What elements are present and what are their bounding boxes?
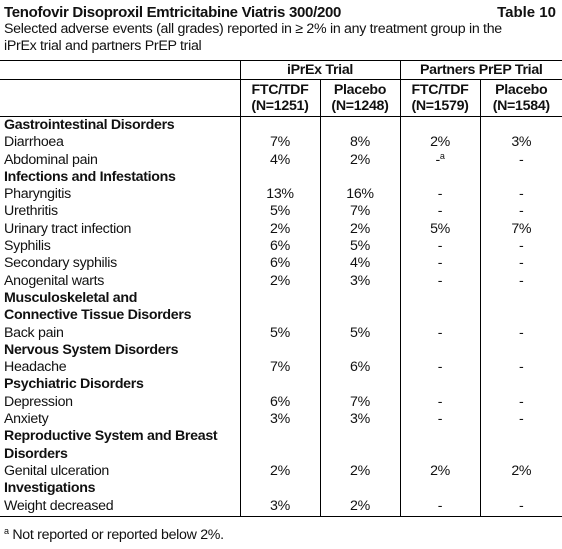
- table-row: [0, 152, 562, 169]
- value-cell: -: [400, 186, 480, 203]
- table-row: [0, 186, 562, 203]
- category-label: Musculoskeletal and Connective Tissue Disorders: [4, 289, 192, 324]
- group-header-row: [0, 61, 562, 80]
- value-cell: 8%: [320, 134, 400, 151]
- value-cell: 4%: [240, 152, 320, 169]
- table-row: [0, 359, 562, 376]
- event-label: Abdominal pain: [4, 151, 98, 168]
- value-cell: -: [480, 498, 562, 517]
- group-header-iprex: iPrEx Trial: [240, 61, 400, 80]
- category-row: [0, 428, 562, 463]
- table-body: [0, 117, 562, 517]
- table-row: [0, 273, 562, 290]
- value-cell: 2%: [320, 463, 400, 480]
- group-header-partners-prep: Partners PrEP Trial: [400, 61, 562, 80]
- column-header: Placebo (N=1248): [320, 80, 400, 117]
- event-label: Depression: [4, 393, 73, 410]
- table-number: Table 10: [497, 4, 556, 21]
- value-cell: -: [400, 255, 480, 272]
- value-cell: 7%: [320, 203, 400, 220]
- value-cell: -: [400, 394, 480, 411]
- value-cell: 2%: [240, 463, 320, 480]
- event-label: Anxiety: [4, 411, 49, 428]
- footnote-text: Not reported or reported below 2%.: [8, 527, 224, 543]
- value-cell: -: [400, 411, 480, 428]
- column-header-row: [0, 80, 562, 117]
- table-caption-line-1: Selected adverse events (all grades) reported in ≥ 2% in any treatment group in the: [4, 21, 502, 37]
- event-label: Anogenital warts: [4, 272, 105, 289]
- category-label: Infections and Infestations: [4, 168, 176, 185]
- value-cell: 2%: [320, 498, 400, 517]
- value-cell: 13%: [240, 186, 320, 203]
- footnote: [4, 527, 224, 543]
- value-cell: -: [400, 203, 480, 220]
- value-cell: -: [400, 498, 480, 517]
- table-row: [0, 498, 562, 517]
- event-label: Genital ulceration: [4, 462, 110, 479]
- table-caption-line-2: iPrEx trial and partners PrEP trial: [4, 38, 202, 54]
- value-cell: 6%: [320, 359, 400, 376]
- value-cell: -: [400, 238, 480, 255]
- value-cell: -: [400, 273, 480, 290]
- footnote-ref: a: [439, 150, 445, 161]
- value-cell: 2%: [240, 273, 320, 290]
- header-blank: [0, 61, 240, 80]
- table-row: [0, 221, 562, 238]
- value-cell: 6%: [240, 255, 320, 272]
- value-cell: 3%: [240, 498, 320, 517]
- table-row: [0, 134, 562, 151]
- document-title: Tenofovir Disoproxil Emtricitabine Viatris 300/200: [4, 4, 342, 21]
- category-label: Nervous System Disorders: [4, 341, 179, 358]
- category-row: [0, 480, 562, 497]
- header-blank: [0, 80, 240, 117]
- value-cell: 5%: [320, 325, 400, 342]
- category-row: [0, 169, 562, 186]
- value-cell: 7%: [240, 359, 320, 376]
- column-header: Placebo (N=1584): [480, 80, 562, 117]
- table-header: [4, 4, 556, 55]
- category-row: [0, 376, 562, 393]
- event-label: Urethritis: [4, 203, 58, 220]
- value-cell: -: [480, 203, 562, 220]
- event-label: Diarrhoea: [4, 134, 64, 151]
- table-row: [0, 203, 562, 220]
- category-label: Gastrointestinal Disorders: [4, 117, 175, 133]
- value-cell: -: [400, 325, 480, 342]
- event-label: Back pain: [4, 324, 64, 341]
- event-label: Headache: [4, 359, 67, 376]
- value-cell: 6%: [240, 394, 320, 411]
- category-label: Psychiatric Disorders: [4, 376, 144, 393]
- category-row: [0, 117, 562, 135]
- value-cell: 2%: [400, 463, 480, 480]
- value-cell: 2%: [480, 463, 562, 480]
- table-row: [0, 255, 562, 272]
- value-cell: 5%: [400, 221, 480, 238]
- value-cell: 3%: [240, 411, 320, 428]
- value-cell: 2%: [240, 221, 320, 238]
- column-header: FTC/TDF (N=1251): [240, 80, 320, 117]
- event-label: Urinary tract infection: [4, 220, 132, 237]
- value-cell: 16%: [320, 186, 400, 203]
- value-cell: -: [480, 186, 562, 203]
- table-row: [0, 463, 562, 480]
- value-cell: 7%: [240, 134, 320, 151]
- value-cell: 7%: [480, 221, 562, 238]
- table-row: [0, 325, 562, 342]
- event-label: Pharyngitis: [4, 186, 71, 203]
- value-cell: 4%: [320, 255, 400, 272]
- value-cell: -: [480, 255, 562, 272]
- value-cell: 2%: [320, 152, 400, 169]
- value-cell: 2%: [400, 134, 480, 151]
- value-cell: -: [480, 394, 562, 411]
- event-label: Syphilis: [4, 238, 51, 255]
- value-cell: -: [480, 325, 562, 342]
- category-label: Investigations: [4, 480, 96, 497]
- value-cell: 5%: [240, 203, 320, 220]
- event-label: Secondary syphilis: [4, 255, 117, 272]
- table-row: [0, 411, 562, 428]
- category-row: [0, 290, 562, 325]
- value-cell: 3%: [320, 273, 400, 290]
- value-cell: -: [480, 238, 562, 255]
- value-cell: 3%: [480, 134, 562, 151]
- event-label: Weight decreased: [0, 498, 240, 517]
- value-cell: -: [480, 152, 562, 169]
- value-cell: -: [480, 359, 562, 376]
- value-cell: 3%: [320, 411, 400, 428]
- category-row: [0, 342, 562, 359]
- value-cell: 6%: [240, 238, 320, 255]
- value-cell: -$^a$: [400, 152, 480, 169]
- value-cell: 2%: [320, 221, 400, 238]
- value-cell: 7%: [320, 394, 400, 411]
- table-row: [0, 394, 562, 411]
- value-cell: -: [400, 359, 480, 376]
- value-cell: 5%: [320, 238, 400, 255]
- footnote-marker: a: [4, 526, 9, 536]
- value-cell: 5%: [240, 325, 320, 342]
- value-cell: -: [480, 273, 562, 290]
- adverse-events-table: [0, 61, 562, 517]
- table-row: [0, 238, 562, 255]
- value-cell: -: [480, 411, 562, 428]
- column-header: FTC/TDF (N=1579): [400, 80, 480, 117]
- category-label: Reproductive System and Breast Disorders: [4, 428, 218, 462]
